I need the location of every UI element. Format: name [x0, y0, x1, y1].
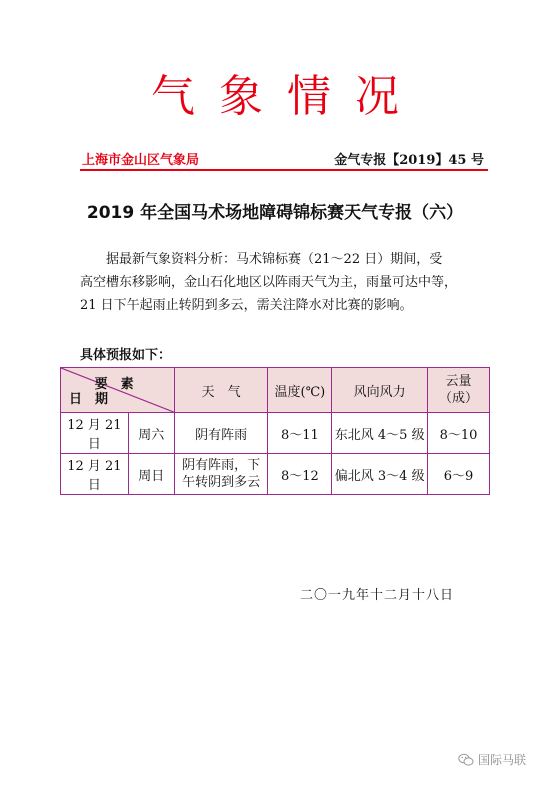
corner-label-date: 日 期 [69, 392, 109, 407]
corner-header-cell [61, 368, 175, 413]
cell-wind: 东北风 4～5 级 [332, 413, 428, 454]
header-weather: 天 气 [174, 368, 268, 413]
issue-date: 二〇一九年十二月十八日 [300, 588, 455, 603]
document-title: 2019 年全国马术场地障碍锦标赛天气专报（六） [86, 203, 464, 223]
table-row [61, 454, 490, 495]
summary-paragraph [80, 248, 472, 317]
paragraph-line: 21 日下午起雨止转阴到多云，需关注降水对比赛的影响。 [80, 298, 413, 313]
watermark [458, 751, 526, 768]
table-header-row [61, 368, 490, 413]
header-cloud-line2: （成） [439, 391, 479, 406]
cell-cloud: 6～9 [428, 454, 490, 495]
cell-date: 12 月 21 日 [61, 413, 129, 454]
header-temperature: 温度(℃) [268, 368, 332, 413]
cell-weather-line2: 午转阴到多云 [182, 475, 261, 490]
header-divider [80, 169, 488, 171]
cell-cloud: 8～10 [428, 413, 490, 454]
cell-day: 周六 [128, 413, 174, 454]
watermark-text: 国际马联 [478, 753, 527, 767]
cell-date: 12 月 21 日 [61, 454, 129, 495]
cell-weather [174, 454, 268, 495]
wechat-icon [458, 753, 474, 767]
cell-weather: 阴有阵雨 [174, 413, 268, 454]
cell-weather-line1: 阴有阵雨，下 [182, 458, 261, 473]
forecast-subheading: 具体预报如下： [80, 348, 172, 363]
cell-temperature: 8～12 [268, 454, 332, 495]
header-cloud-line1: 云量 [445, 374, 472, 389]
table-row [61, 413, 490, 454]
forecast-table [60, 367, 490, 495]
header-wind: 风向风力 [332, 368, 428, 413]
cell-wind: 偏北风 3～4 级 [332, 454, 428, 495]
cell-temperature: 8～11 [268, 413, 332, 454]
issuer-name: 上海市金山区气象局 [82, 153, 200, 168]
corner-label-elements: 要 素 [94, 377, 134, 392]
banner-title: 气象情况 [151, 71, 423, 122]
header-cloud [428, 368, 490, 413]
cell-day: 周日 [128, 454, 174, 495]
paragraph-line: 高空槽东移影响，金山石化地区以阵雨天气为主，雨量可达中等， [80, 275, 458, 290]
paragraph-line: 据最新气象资料分析：马术锦标赛（21～22 日）期间，受 [106, 252, 443, 267]
issue-number: 金气专报【2019】45 号 [334, 153, 484, 168]
